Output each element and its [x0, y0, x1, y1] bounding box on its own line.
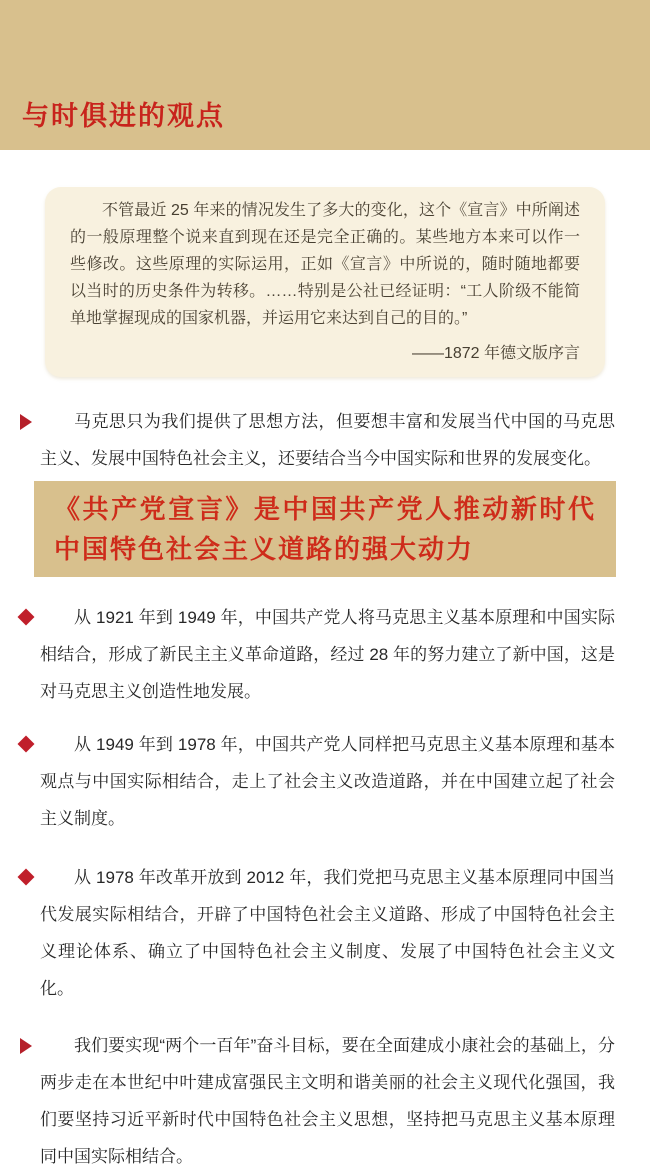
diamond-bullet-icon — [18, 869, 35, 886]
intro-point-text: 马克思只为我们提供了思想方法，但要想丰富和发展当代中国的马克思主义、发展中国特色社会主义，还要结合当今中国实际和世界的发展变化。 — [40, 412, 615, 468]
triangle-bullet-icon — [20, 414, 32, 430]
triangle-bullet-icon — [20, 1038, 32, 1054]
point-text: 我们要实现“两个一百年”奋斗目标，要在全面建成小康社会的基础上，分两步走在本世纪中叶建成富强民主文明和谐美丽的社会主义现代化强国，我们要坚持习近平新时代中国特色社会主义思想，坚持把马克思主义基本原理同中国实际相结合。 — [40, 1036, 615, 1166]
point-1921-1949 — [0, 599, 650, 710]
point-1949-1978 — [0, 726, 650, 837]
point-text: 从 1978 年改革开放到 2012 年，我们党把马克思主义基本原理同中国当代发展实际相结合，开辟了中国特色社会主义道路、形成了中国特色社会主义理论体系、确立了中国特色社会主义制度、发展了中国特色社会主义文化。 — [40, 868, 615, 998]
diamond-bullet-icon — [18, 609, 35, 626]
point-1978-2012 — [0, 859, 650, 1007]
diamond-bullet-icon — [18, 736, 35, 753]
point-two-centenary-goals — [0, 1027, 650, 1175]
quote-attribution: ——1872 年德文版序言 — [411, 345, 580, 362]
point-text: 从 1921 年到 1949 年，中国共产党人将马克思主义基本原理和中国实际相结合，形成了新民主主义革命道路，经过 28 年的努力建立了新中国，这是对马克思主义创造性地发展。 — [40, 608, 615, 701]
page-title: 与时俱进的观点 — [22, 101, 225, 131]
quote-text: 不管最近 25 年来的情况发生了多大的变化，这个《宣言》中所阐述的一般原理整个说来直到现在还是完全正确的。某些地方本来可以作一些修改。这些原理的实际运用，正如《宣言》中所说的，随时随地都要以当时的历史条件为转移。……特别是公社已经证明：“工人阶级不能简单地掌握现成的国家机器，并运用它来达到自己的目的。” — [70, 202, 580, 327]
intro-point — [0, 403, 650, 477]
section-banner-title: 《共产党宣言》是中国共产党人推动新时代中国特色社会主义道路的强大动力 — [54, 494, 596, 564]
section-banner — [34, 481, 616, 577]
quote-box — [45, 187, 605, 377]
point-text: 从 1949 年到 1978 年，中国共产党人同样把马克思主义基本原理和基本观点与中国实际相结合，走上了社会主义改造道路，并在中国建立起了社会主义制度。 — [40, 735, 615, 828]
header-band — [0, 0, 650, 150]
